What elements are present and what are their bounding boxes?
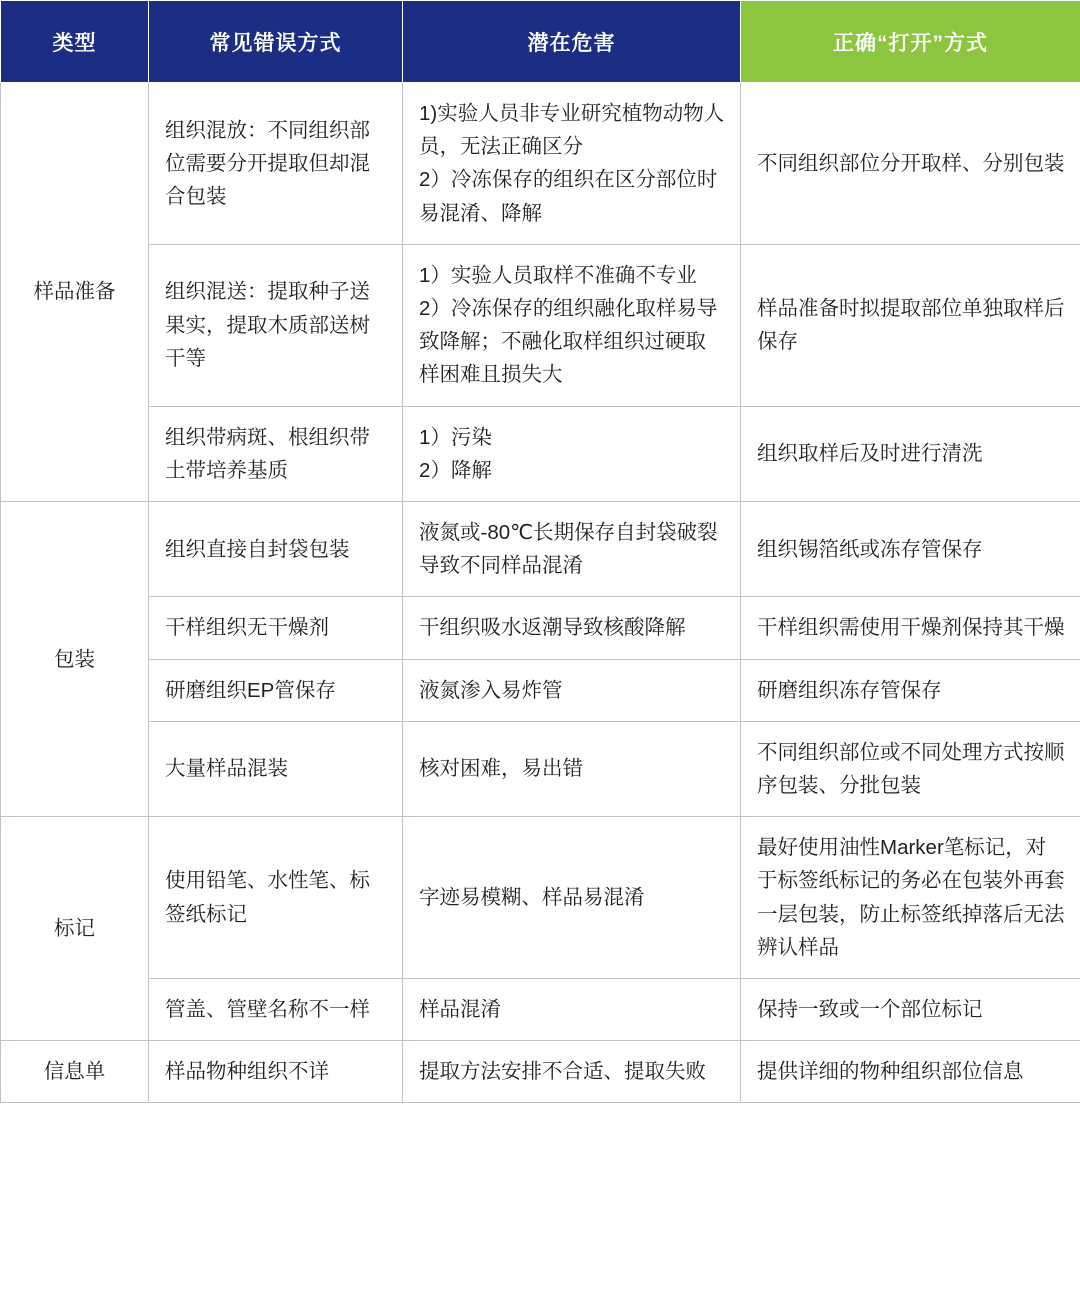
cell-potential-harm: 提取方法安排不合适、提取失败 xyxy=(403,1041,741,1103)
table-header-row xyxy=(1,1,1080,83)
cell-common-mistake: 组织带病斑、根组织带土带培养基质 xyxy=(149,406,403,501)
table-row xyxy=(1,1041,1080,1103)
cell-correct-way: 组织取样后及时进行清洗 xyxy=(741,406,1080,501)
cell-common-mistake: 干样组织无干燥剂 xyxy=(149,597,403,659)
cell-correct-way: 最好使用油性Marker笔标记，对于标签纸标记的务必在包装外再套一层包装，防止标签纸掉落后无法辨认样品 xyxy=(741,817,1080,979)
cell-correct-way: 保持一致或一个部位标记 xyxy=(741,979,1080,1041)
table-row xyxy=(1,659,1080,721)
cell-common-mistake: 组织混放：不同组织部位需要分开提取但却混合包装 xyxy=(149,83,403,245)
row-category-cell: 信息单 xyxy=(1,1041,149,1103)
table-row xyxy=(1,244,1080,406)
column-header-potential-harm: 潜在危害 xyxy=(403,1,741,83)
cell-correct-way: 干样组织需使用干燥剂保持其干燥 xyxy=(741,597,1080,659)
cell-correct-way: 提供详细的物种组织部位信息 xyxy=(741,1041,1080,1103)
cell-common-mistake: 管盖、管壁名称不一样 xyxy=(149,979,403,1041)
column-header-common-mistake: 常见错误方式 xyxy=(149,1,403,83)
cell-correct-way: 不同组织部位分开取样、分别包装 xyxy=(741,83,1080,245)
cell-potential-harm: 1)实验人员非专业研究植物动物人员，无法正确区分 2）冷冻保存的组织在区分部位时易混淆、降解 xyxy=(403,83,741,245)
table-row xyxy=(1,83,1080,245)
table-row xyxy=(1,721,1080,816)
cell-common-mistake: 大量样品混装 xyxy=(149,721,403,816)
cell-common-mistake: 样品物种组织不详 xyxy=(149,1041,403,1103)
cell-potential-harm: 液氮渗入易炸管 xyxy=(403,659,741,721)
row-category-cell: 样品准备 xyxy=(1,83,149,502)
cell-common-mistake: 组织直接自封袋包装 xyxy=(149,502,403,597)
cell-correct-way: 研磨组织冻存管保存 xyxy=(741,659,1080,721)
table-body xyxy=(1,83,1080,1103)
table-row xyxy=(1,502,1080,597)
column-header-type: 类型 xyxy=(1,1,149,83)
cell-potential-harm: 字迹易模糊、样品易混淆 xyxy=(403,817,741,979)
row-category-cell: 标记 xyxy=(1,817,149,1041)
row-category-cell: 包装 xyxy=(1,502,149,817)
column-header-correct-way: 正确“打开”方式 xyxy=(741,1,1080,83)
cell-potential-harm: 样品混淆 xyxy=(403,979,741,1041)
cell-potential-harm: 1）污染 2）降解 xyxy=(403,406,741,501)
cell-correct-way: 组织锡箔纸或冻存管保存 xyxy=(741,502,1080,597)
cell-correct-way: 不同组织部位或不同处理方式按顺序包装、分批包装 xyxy=(741,721,1080,816)
table-header xyxy=(1,1,1080,83)
cell-common-mistake: 研磨组织EP管保存 xyxy=(149,659,403,721)
cell-potential-harm: 1）实验人员取样不准确不专业 2）冷冻保存的组织融化取样易导致降解；不融化取样组织过硬取样困难且损失大 xyxy=(403,244,741,406)
cell-potential-harm: 液氮或-80℃长期保存自封袋破裂导致不同样品混淆 xyxy=(403,502,741,597)
cell-potential-harm: 干组织吸水返潮导致核酸降解 xyxy=(403,597,741,659)
cell-common-mistake: 使用铅笔、水性笔、标签纸标记 xyxy=(149,817,403,979)
cell-correct-way: 样品准备时拟提取部位单独取样后保存 xyxy=(741,244,1080,406)
cell-common-mistake: 组织混送：提取种子送果实，提取木质部送树干等 xyxy=(149,244,403,406)
table-row xyxy=(1,597,1080,659)
table-row xyxy=(1,406,1080,501)
table-row xyxy=(1,817,1080,979)
cell-potential-harm: 核对困难，易出错 xyxy=(403,721,741,816)
table-row xyxy=(1,979,1080,1041)
